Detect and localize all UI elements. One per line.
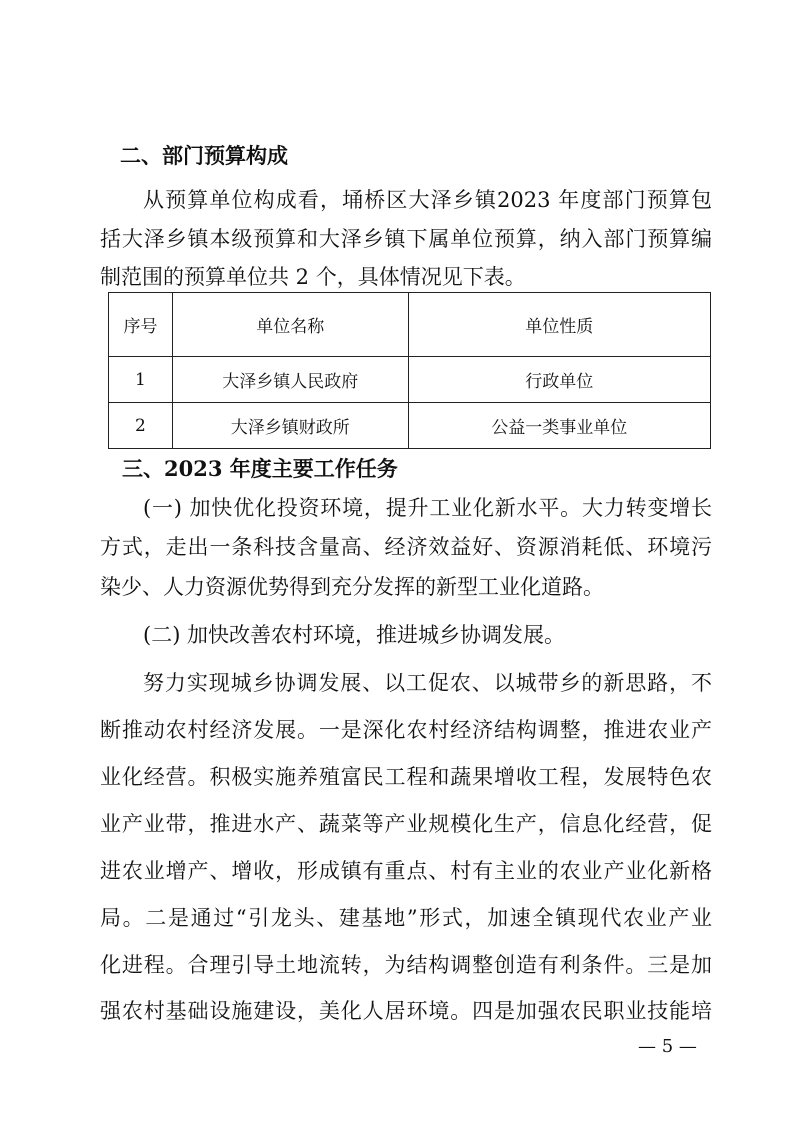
table-cell: 2 [109, 403, 173, 449]
paragraph-line: 局。二是通过“引龙头、建基地”形式，加速全镇现代农业产业 [100, 906, 712, 930]
paragraph-line: (二) 加快改善农村环境，推进城乡协调发展。 [143, 623, 566, 647]
section-heading-budget-composition: 二、部门预算构成 [120, 143, 288, 168]
table-header-cell: 单位名称 [172, 293, 408, 357]
table-cell: 行政单位 [408, 357, 711, 403]
table-cell: 1 [109, 357, 173, 403]
paragraph-line: 努力实现城乡协调发展、以工促农、以城带乡的新思路，不 [143, 671, 712, 695]
paragraph-line: 括大泽乡镇本级预算和大泽乡镇下属单位预算，纳入部门预算编 [100, 227, 712, 251]
table-row [109, 357, 711, 403]
table-row [109, 403, 711, 449]
table-header-cell: 序号 [109, 293, 173, 357]
paragraph-line: 染少、人力资源优势得到充分发挥的新型工业化道路。 [100, 575, 604, 599]
paragraph-line: (一) 加快优化投资环境，提升工业化新水平。大力转变增长 [143, 496, 712, 520]
paragraph-line: 强农村基础设施建设，美化人居环境。四是加强农民职业技能培 [100, 999, 712, 1023]
table-cell: 大泽乡镇财政所 [172, 403, 408, 449]
table-header-row [109, 293, 711, 357]
paragraph-line: 从预算单位构成看，埇桥区大泽乡镇2023 年度部门预算包 [143, 188, 712, 212]
table-cell: 大泽乡镇人民政府 [172, 357, 408, 403]
paragraph-line: 断推动农村经济发展。一是深化农村经济结构调整，推进农业产 [100, 718, 712, 742]
paragraph-line: 业产业带，推进水产、蔬菜等产业规模化生产，信息化经营，促 [100, 812, 712, 836]
table-header-cell: 单位性质 [408, 293, 711, 357]
paragraph-line: 制范围的预算单位共 2 个，具体情况见下表。 [100, 265, 526, 289]
table-cell: 公益一类事业单位 [408, 403, 711, 449]
page-number: — 5 — [638, 1036, 697, 1057]
paragraph-line: 业化经营。积极实施养殖富民工程和蔬果增收工程，发展特色农 [100, 765, 712, 789]
section-heading-main-tasks: 三、2023 年度主要工作任务 [122, 456, 398, 481]
budget-units-table [108, 292, 711, 449]
paragraph-line: 进农业增产、增收，形成镇有重点、村有主业的农业产业化新格 [100, 859, 712, 883]
paragraph-line: 化进程。合理引导土地流转，为结构调整创造有利条件。三是加 [100, 953, 712, 977]
paragraph-line: 方式，走出一条科技含量高、经济效益好、资源消耗低、环境污 [100, 535, 712, 559]
